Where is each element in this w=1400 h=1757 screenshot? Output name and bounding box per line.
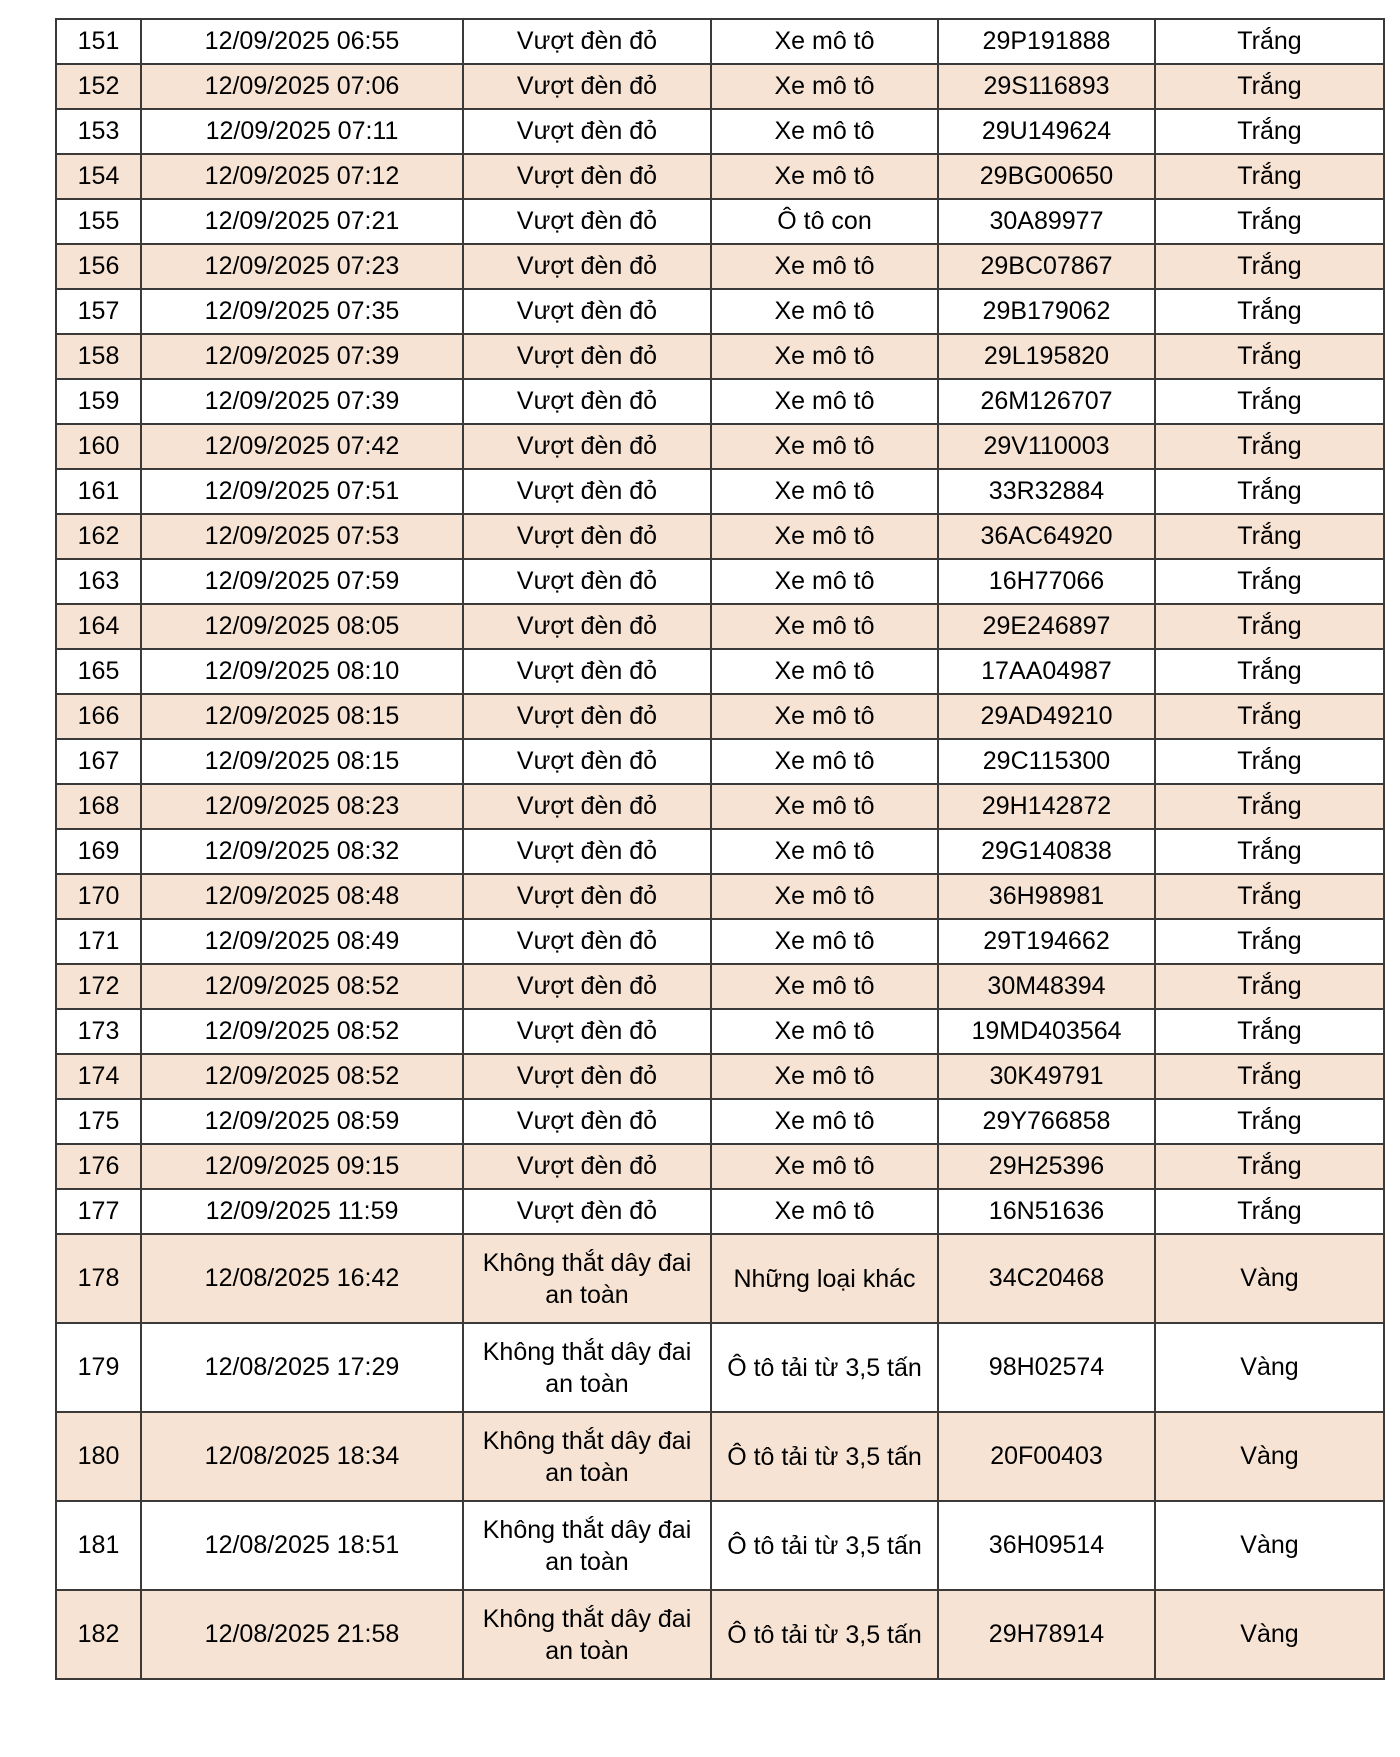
cell-thoi-gian: 12/09/2025 08:48 [141,874,463,919]
cell-loai-phuong-tien: Xe mô tô [711,1099,938,1144]
cell-bien-kiem-soat: 20F00403 [938,1412,1155,1501]
cell-stt: 155 [56,199,141,244]
cell-mau-bien: Trắng [1155,379,1384,424]
cell-stt: 165 [56,649,141,694]
cell-bien-kiem-soat: 33R32884 [938,469,1155,514]
cell-stt: 178 [56,1234,141,1323]
table-row [56,334,1384,379]
cell-thoi-gian: 12/09/2025 07:11 [141,109,463,154]
cell-loai-phuong-tien: Ô tô tải từ 3,5 tấn [711,1323,938,1412]
cell-thoi-gian: 12/09/2025 07:35 [141,289,463,334]
cell-hanh-vi-vi-pham: Không thắt dây đai an toàn [463,1501,711,1590]
cell-stt: 179 [56,1323,141,1412]
cell-bien-kiem-soat: 34C20468 [938,1234,1155,1323]
table-row [56,1412,1384,1501]
cell-mau-bien: Trắng [1155,964,1384,1009]
table-row [56,964,1384,1009]
cell-bien-kiem-soat: 16N51636 [938,1189,1155,1234]
cell-bien-kiem-soat: 29H142872 [938,784,1155,829]
cell-hanh-vi-vi-pham: Vượt đèn đỏ [463,784,711,829]
table-row [56,109,1384,154]
cell-loai-phuong-tien: Xe mô tô [711,244,938,289]
cell-thoi-gian: 12/09/2025 07:59 [141,559,463,604]
cell-thoi-gian: 12/09/2025 07:39 [141,379,463,424]
table-row [56,1189,1384,1234]
cell-bien-kiem-soat: 29H25396 [938,1144,1155,1189]
cell-mau-bien: Trắng [1155,19,1384,64]
cell-bien-kiem-soat: 29H78914 [938,1590,1155,1679]
cell-mau-bien: Trắng [1155,289,1384,334]
cell-mau-bien: Trắng [1155,604,1384,649]
cell-mau-bien: Trắng [1155,1189,1384,1234]
cell-mau-bien: Trắng [1155,1144,1384,1189]
cell-loai-phuong-tien: Xe mô tô [711,154,938,199]
cell-mau-bien: Trắng [1155,829,1384,874]
cell-hanh-vi-vi-pham: Vượt đèn đỏ [463,109,711,154]
table-row [56,649,1384,694]
cell-thoi-gian: 12/09/2025 08:32 [141,829,463,874]
cell-hanh-vi-vi-pham: Không thắt dây đai an toàn [463,1412,711,1501]
cell-thoi-gian: 12/09/2025 08:59 [141,1099,463,1144]
cell-stt: 174 [56,1054,141,1099]
cell-stt: 156 [56,244,141,289]
table-row [56,469,1384,514]
cell-mau-bien: Trắng [1155,919,1384,964]
cell-loai-phuong-tien: Xe mô tô [711,739,938,784]
cell-hanh-vi-vi-pham: Vượt đèn đỏ [463,829,711,874]
cell-hanh-vi-vi-pham: Vượt đèn đỏ [463,604,711,649]
table-row [56,874,1384,919]
table-row [56,289,1384,334]
cell-hanh-vi-vi-pham: Vượt đèn đỏ [463,919,711,964]
cell-stt: 177 [56,1189,141,1234]
cell-loai-phuong-tien: Ô tô tải từ 3,5 tấn [711,1590,938,1679]
cell-bien-kiem-soat: 30M48394 [938,964,1155,1009]
cell-thoi-gian: 12/09/2025 08:52 [141,1054,463,1099]
table-row [56,784,1384,829]
cell-bien-kiem-soat: 29B179062 [938,289,1155,334]
cell-mau-bien: Vàng [1155,1323,1384,1412]
table-row [56,64,1384,109]
cell-thoi-gian: 12/09/2025 07:53 [141,514,463,559]
cell-thoi-gian: 12/09/2025 08:52 [141,964,463,1009]
cell-hanh-vi-vi-pham: Vượt đèn đỏ [463,1054,711,1099]
cell-stt: 182 [56,1590,141,1679]
cell-stt: 167 [56,739,141,784]
cell-thoi-gian: 12/09/2025 11:59 [141,1189,463,1234]
cell-hanh-vi-vi-pham: Vượt đèn đỏ [463,964,711,1009]
cell-hanh-vi-vi-pham: Vượt đèn đỏ [463,1009,711,1054]
cell-stt: 168 [56,784,141,829]
cell-loai-phuong-tien: Xe mô tô [711,514,938,559]
cell-bien-kiem-soat: 29BG00650 [938,154,1155,199]
cell-bien-kiem-soat: 29Y766858 [938,1099,1155,1144]
cell-bien-kiem-soat: 19MD403564 [938,1009,1155,1054]
cell-loai-phuong-tien: Ô tô tải từ 3,5 tấn [711,1412,938,1501]
cell-stt: 170 [56,874,141,919]
cell-thoi-gian: 12/09/2025 06:55 [141,19,463,64]
cell-bien-kiem-soat: 36AC64920 [938,514,1155,559]
cell-bien-kiem-soat: 29C115300 [938,739,1155,784]
table-row [56,1590,1384,1679]
cell-stt: 159 [56,379,141,424]
cell-stt: 161 [56,469,141,514]
cell-loai-phuong-tien: Xe mô tô [711,424,938,469]
cell-thoi-gian: 12/09/2025 09:15 [141,1144,463,1189]
cell-mau-bien: Trắng [1155,154,1384,199]
table-row [56,199,1384,244]
table-row [56,1144,1384,1189]
cell-bien-kiem-soat: 17AA04987 [938,649,1155,694]
cell-hanh-vi-vi-pham: Vượt đèn đỏ [463,19,711,64]
table-row [56,919,1384,964]
cell-bien-kiem-soat: 29T194662 [938,919,1155,964]
cell-hanh-vi-vi-pham: Vượt đèn đỏ [463,559,711,604]
cell-bien-kiem-soat: 36H09514 [938,1501,1155,1590]
cell-stt: 169 [56,829,141,874]
cell-hanh-vi-vi-pham: Vượt đèn đỏ [463,154,711,199]
cell-thoi-gian: 12/09/2025 08:10 [141,649,463,694]
cell-thoi-gian: 12/09/2025 07:06 [141,64,463,109]
cell-hanh-vi-vi-pham: Không thắt dây đai an toàn [463,1323,711,1412]
cell-loai-phuong-tien: Xe mô tô [711,559,938,604]
cell-bien-kiem-soat: 29E246897 [938,604,1155,649]
cell-stt: 180 [56,1412,141,1501]
cell-loai-phuong-tien: Xe mô tô [711,109,938,154]
violations-table-container [55,18,1383,1680]
cell-bien-kiem-soat: 29AD49210 [938,694,1155,739]
cell-stt: 153 [56,109,141,154]
cell-stt: 181 [56,1501,141,1590]
cell-hanh-vi-vi-pham: Vượt đèn đỏ [463,379,711,424]
cell-thoi-gian: 12/08/2025 18:34 [141,1412,463,1501]
cell-loai-phuong-tien: Ô tô con [711,199,938,244]
table-row [56,1501,1384,1590]
cell-mau-bien: Trắng [1155,1054,1384,1099]
cell-bien-kiem-soat: 26M126707 [938,379,1155,424]
cell-loai-phuong-tien: Những loại khác [711,1234,938,1323]
cell-mau-bien: Trắng [1155,244,1384,289]
cell-thoi-gian: 12/09/2025 07:39 [141,334,463,379]
cell-stt: 151 [56,19,141,64]
cell-hanh-vi-vi-pham: Vượt đèn đỏ [463,874,711,919]
cell-stt: 152 [56,64,141,109]
table-row [56,829,1384,874]
violations-table-body [56,19,1384,1679]
cell-loai-phuong-tien: Xe mô tô [711,919,938,964]
cell-hanh-vi-vi-pham: Vượt đèn đỏ [463,739,711,784]
cell-mau-bien: Vàng [1155,1234,1384,1323]
cell-bien-kiem-soat: 36H98981 [938,874,1155,919]
cell-bien-kiem-soat: 29V110003 [938,424,1155,469]
cell-hanh-vi-vi-pham: Không thắt dây đai an toàn [463,1234,711,1323]
cell-loai-phuong-tien: Xe mô tô [711,1054,938,1099]
table-row [56,604,1384,649]
cell-loai-phuong-tien: Xe mô tô [711,874,938,919]
cell-stt: 175 [56,1099,141,1144]
cell-thoi-gian: 12/09/2025 07:12 [141,154,463,199]
table-row [56,379,1384,424]
cell-mau-bien: Vàng [1155,1501,1384,1590]
cell-mau-bien: Trắng [1155,64,1384,109]
cell-mau-bien: Trắng [1155,559,1384,604]
cell-stt: 172 [56,964,141,1009]
cell-thoi-gian: 12/09/2025 08:15 [141,739,463,784]
table-row [56,1009,1384,1054]
table-row [56,424,1384,469]
cell-hanh-vi-vi-pham: Vượt đèn đỏ [463,289,711,334]
table-row [56,739,1384,784]
cell-loai-phuong-tien: Xe mô tô [711,64,938,109]
cell-loai-phuong-tien: Xe mô tô [711,694,938,739]
cell-hanh-vi-vi-pham: Vượt đèn đỏ [463,199,711,244]
table-row [56,244,1384,289]
cell-hanh-vi-vi-pham: Vượt đèn đỏ [463,694,711,739]
cell-hanh-vi-vi-pham: Vượt đèn đỏ [463,1099,711,1144]
cell-bien-kiem-soat: 30A89977 [938,199,1155,244]
cell-thoi-gian: 12/08/2025 16:42 [141,1234,463,1323]
cell-thoi-gian: 12/09/2025 07:51 [141,469,463,514]
cell-hanh-vi-vi-pham: Vượt đèn đỏ [463,649,711,694]
cell-thoi-gian: 12/09/2025 08:49 [141,919,463,964]
cell-loai-phuong-tien: Xe mô tô [711,1189,938,1234]
cell-loai-phuong-tien: Xe mô tô [711,964,938,1009]
cell-thoi-gian: 12/09/2025 07:23 [141,244,463,289]
cell-hanh-vi-vi-pham: Vượt đèn đỏ [463,244,711,289]
cell-loai-phuong-tien: Xe mô tô [711,649,938,694]
cell-mau-bien: Trắng [1155,514,1384,559]
cell-thoi-gian: 12/09/2025 07:42 [141,424,463,469]
table-row [56,559,1384,604]
cell-loai-phuong-tien: Xe mô tô [711,784,938,829]
cell-hanh-vi-vi-pham: Vượt đèn đỏ [463,1189,711,1234]
cell-stt: 157 [56,289,141,334]
cell-stt: 160 [56,424,141,469]
table-row [56,694,1384,739]
cell-mau-bien: Trắng [1155,649,1384,694]
cell-loai-phuong-tien: Xe mô tô [711,1144,938,1189]
table-row [56,154,1384,199]
cell-stt: 173 [56,1009,141,1054]
cell-thoi-gian: 12/09/2025 07:21 [141,199,463,244]
cell-mau-bien: Trắng [1155,874,1384,919]
cell-loai-phuong-tien: Xe mô tô [711,289,938,334]
cell-bien-kiem-soat: 29BC07867 [938,244,1155,289]
cell-loai-phuong-tien: Xe mô tô [711,1009,938,1054]
cell-stt: 176 [56,1144,141,1189]
cell-mau-bien: Trắng [1155,424,1384,469]
cell-mau-bien: Trắng [1155,784,1384,829]
cell-stt: 166 [56,694,141,739]
cell-thoi-gian: 12/08/2025 21:58 [141,1590,463,1679]
cell-thoi-gian: 12/09/2025 08:15 [141,694,463,739]
cell-bien-kiem-soat: 16H77066 [938,559,1155,604]
cell-stt: 164 [56,604,141,649]
table-row [56,1323,1384,1412]
cell-hanh-vi-vi-pham: Vượt đèn đỏ [463,1144,711,1189]
table-row [56,1054,1384,1099]
cell-thoi-gian: 12/09/2025 08:05 [141,604,463,649]
traffic-violations-table [55,18,1385,1680]
cell-hanh-vi-vi-pham: Vượt đèn đỏ [463,469,711,514]
cell-mau-bien: Trắng [1155,334,1384,379]
table-row [56,514,1384,559]
cell-mau-bien: Trắng [1155,1009,1384,1054]
cell-hanh-vi-vi-pham: Vượt đèn đỏ [463,334,711,379]
cell-bien-kiem-soat: 29S116893 [938,64,1155,109]
cell-loai-phuong-tien: Ô tô tải từ 3,5 tấn [711,1501,938,1590]
cell-hanh-vi-vi-pham: Vượt đèn đỏ [463,514,711,559]
cell-mau-bien: Trắng [1155,109,1384,154]
cell-mau-bien: Trắng [1155,469,1384,514]
cell-mau-bien: Vàng [1155,1412,1384,1501]
cell-thoi-gian: 12/08/2025 17:29 [141,1323,463,1412]
table-row [56,19,1384,64]
cell-stt: 162 [56,514,141,559]
cell-mau-bien: Trắng [1155,739,1384,784]
cell-thoi-gian: 12/08/2025 18:51 [141,1501,463,1590]
cell-thoi-gian: 12/09/2025 08:52 [141,1009,463,1054]
cell-stt: 158 [56,334,141,379]
cell-loai-phuong-tien: Xe mô tô [711,829,938,874]
cell-bien-kiem-soat: 29L195820 [938,334,1155,379]
cell-mau-bien: Trắng [1155,1099,1384,1144]
cell-mau-bien: Trắng [1155,199,1384,244]
cell-stt: 154 [56,154,141,199]
cell-loai-phuong-tien: Xe mô tô [711,604,938,649]
cell-loai-phuong-tien: Xe mô tô [711,469,938,514]
cell-loai-phuong-tien: Xe mô tô [711,334,938,379]
cell-stt: 163 [56,559,141,604]
cell-stt: 171 [56,919,141,964]
cell-thoi-gian: 12/09/2025 08:23 [141,784,463,829]
cell-hanh-vi-vi-pham: Không thắt dây đai an toàn [463,1590,711,1679]
cell-mau-bien: Trắng [1155,694,1384,739]
cell-bien-kiem-soat: 30K49791 [938,1054,1155,1099]
cell-bien-kiem-soat: 29U149624 [938,109,1155,154]
table-row [56,1099,1384,1144]
cell-loai-phuong-tien: Xe mô tô [711,379,938,424]
cell-bien-kiem-soat: 98H02574 [938,1323,1155,1412]
cell-bien-kiem-soat: 29G140838 [938,829,1155,874]
cell-hanh-vi-vi-pham: Vượt đèn đỏ [463,64,711,109]
cell-mau-bien: Vàng [1155,1590,1384,1679]
cell-hanh-vi-vi-pham: Vượt đèn đỏ [463,424,711,469]
table-row [56,1234,1384,1323]
cell-loai-phuong-tien: Xe mô tô [711,19,938,64]
cell-bien-kiem-soat: 29P191888 [938,19,1155,64]
